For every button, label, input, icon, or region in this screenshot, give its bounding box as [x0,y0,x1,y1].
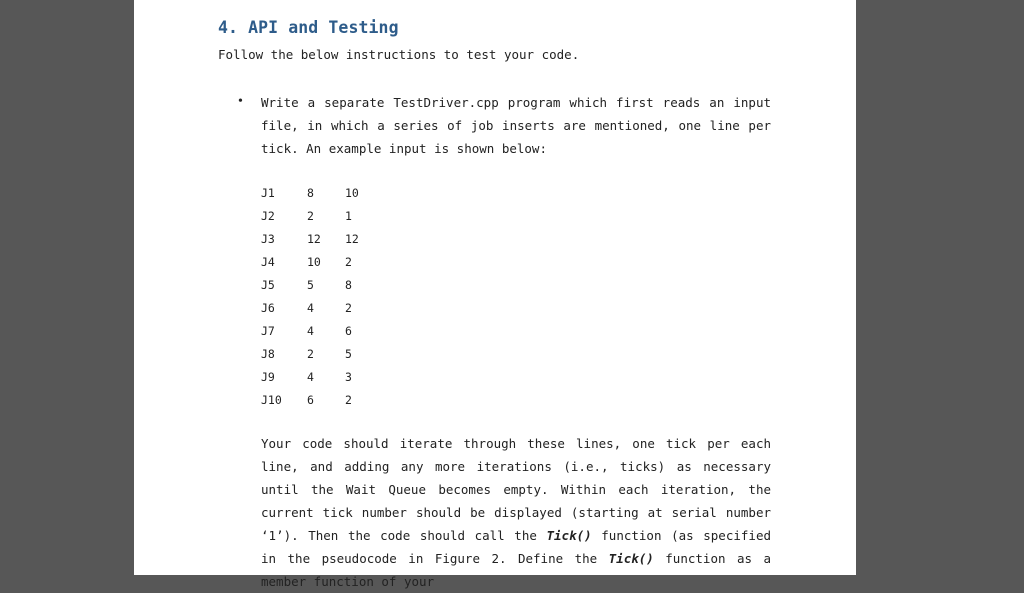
table-cell: 6 [307,392,314,407]
table-cell: 2 [345,254,352,269]
table-row [258,388,385,411]
table-row [258,365,385,388]
table-cell: J10 [261,392,282,407]
table-cell: J6 [261,300,275,315]
table-row [258,204,385,227]
document-page [134,0,856,589]
table-cell: 2 [345,300,352,315]
table-cell: 12 [345,231,359,246]
table-cell: J9 [261,369,275,384]
paragraph-text: Your code should iterate through these lines, one tick per each line, and adding any more iterations (i.e., ticks) as necessary until the Wait Queue becomes empty. Within each iteration, the current tick number should be displayed (starting at serial number ‘1’). Then the code should call the [261,436,771,543]
function-name-tick: Tick() [546,528,592,543]
table-cell: 5 [345,346,352,361]
table-cell: 4 [307,323,314,338]
table-cell: 8 [307,185,314,200]
paragraph-text: function as a member function of your [261,551,772,589]
section-intro: Follow the below instructions to test your code. [218,47,580,62]
table-cell: 8 [345,277,352,292]
table-row [258,273,385,296]
table-cell: 2 [307,208,314,223]
table-cell: J8 [261,346,275,361]
table-cell: J1 [261,185,275,200]
table-cell: 10 [345,185,359,200]
table-cell: J5 [261,277,275,292]
bullet-marker: • [238,94,243,109]
table-cell: 3 [345,369,352,384]
table-row [258,296,385,319]
table-row [258,319,385,342]
function-name-tick: Tick() [608,551,654,566]
table-row [258,227,385,250]
table-cell: J4 [261,254,275,269]
table-cell: 10 [307,254,321,269]
table-cell: 1 [345,208,352,223]
table-row [258,342,385,365]
table-cell: 4 [307,369,314,384]
table-cell: 2 [345,392,352,407]
paragraph-text: function (as specified in the pseudocode in Figure 2. Define the [261,528,771,566]
bullet-paragraph-1: Write a separate TestDriver.cpp program which first reads an input file, in which a series of job inserts are mentioned, one line per tick. An example input is shown below: [261,95,771,156]
bullet-paragraph-2 [261,432,771,593]
table-cell: J2 [261,208,275,223]
table-cell: J3 [261,231,275,246]
table-cell: 6 [345,323,352,338]
table-cell: 4 [307,300,314,315]
table-cell: 12 [307,231,321,246]
table-row [258,181,385,204]
table-row [258,250,385,273]
section-heading: 4. API and Testing [218,18,399,37]
example-input-table [258,181,385,411]
table-cell: 5 [307,277,314,292]
table-cell: 2 [307,346,314,361]
table-cell: J7 [261,323,275,338]
